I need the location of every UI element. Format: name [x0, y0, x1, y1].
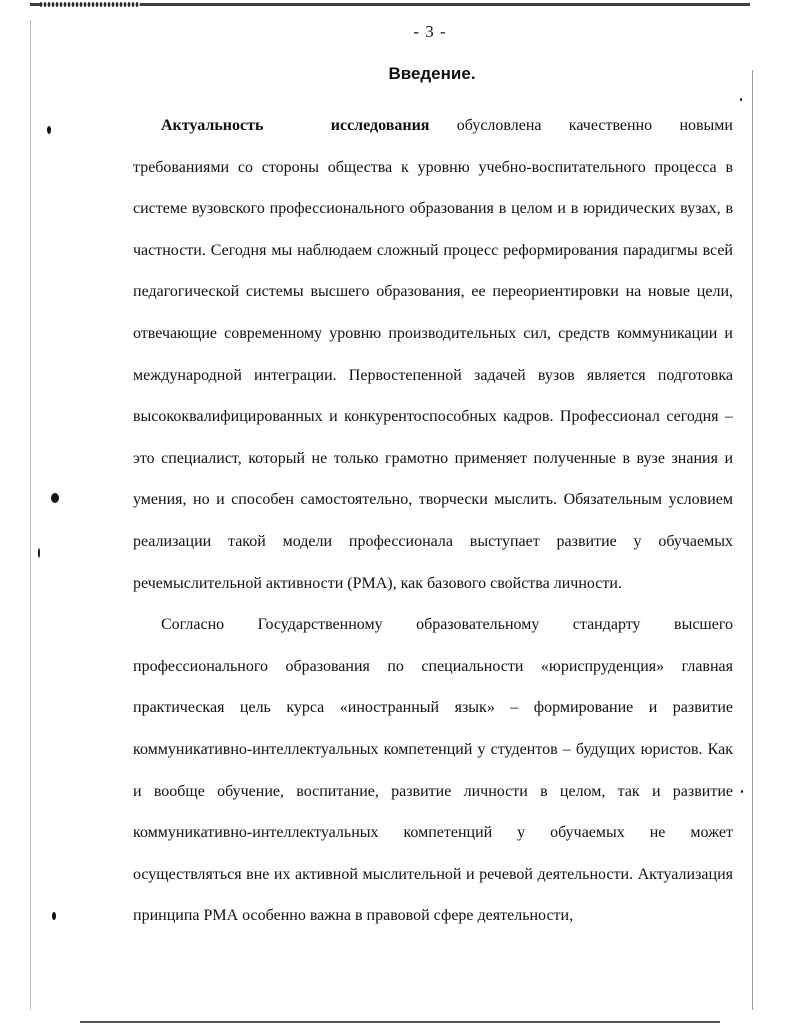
scan-speck — [741, 790, 743, 793]
scan-speck — [51, 493, 59, 503]
page-title: Введение. — [388, 64, 476, 83]
scan-left-edge — [30, 20, 31, 1010]
scan-speck — [740, 98, 742, 101]
paragraph-lead: Актуальность исследования — [161, 117, 430, 134]
paragraph-text: обусловлена качественно новыми требованиями со стороны общества к уровню учебно-воспитательного процесса в системе вузовского профессионального образования в целом и в юридических вузах, в частности. Сегодня мы наблюдаем сложный процесс реформирования парадигмы всей педагогической системы высшего образования, ее переориентировки на новые цели, отвечающие современному уровню производительных сил, средств коммуникации и международной интеграции. Первостепенной задачей вузов является подготовка высококвалифицированных и конкурентоспособных кадров. Профессионал сегодня – это специалист, который не только грамотно применяет полученные в вузе знания и умения, но и способен самостоятельно, творчески мыслить. Обязательным условием реализации такой модели профессионала выступает развитие у обучаемых речемыслительной активности (РМА), как базового свойства личности. — [133, 117, 733, 592]
document-body — [133, 105, 733, 937]
scan-bottom-edge — [80, 1021, 720, 1023]
scan-top-edge-noise — [40, 2, 140, 7]
scan-speck — [38, 548, 40, 558]
paragraph-standard — [133, 604, 733, 937]
scan-speck — [52, 912, 56, 920]
scan-speck — [47, 126, 51, 134]
scan-right-edge — [752, 70, 753, 1010]
paragraph-relevance — [133, 105, 733, 604]
paragraph-text: Согласно Государственному образовательному стандарту высшего профессионального образования по специальности «юриспруденция» главная практическая цель курса «иностранный язык» – формирование и развитие коммуникативно-интеллектуальных компетенций у студентов – будущих юристов. Как и вообще обучение, воспитание, развитие личности в целом, так и развитие коммуникативно-интеллектуальных компетенций у обучаемых не может осуществляться вне их активной мыслительной и речевой деятельности. Актуализация принципа РМА особенно важна в правовой сфере деятельности, — [133, 616, 733, 925]
page-number: - 3 - — [413, 22, 447, 41]
